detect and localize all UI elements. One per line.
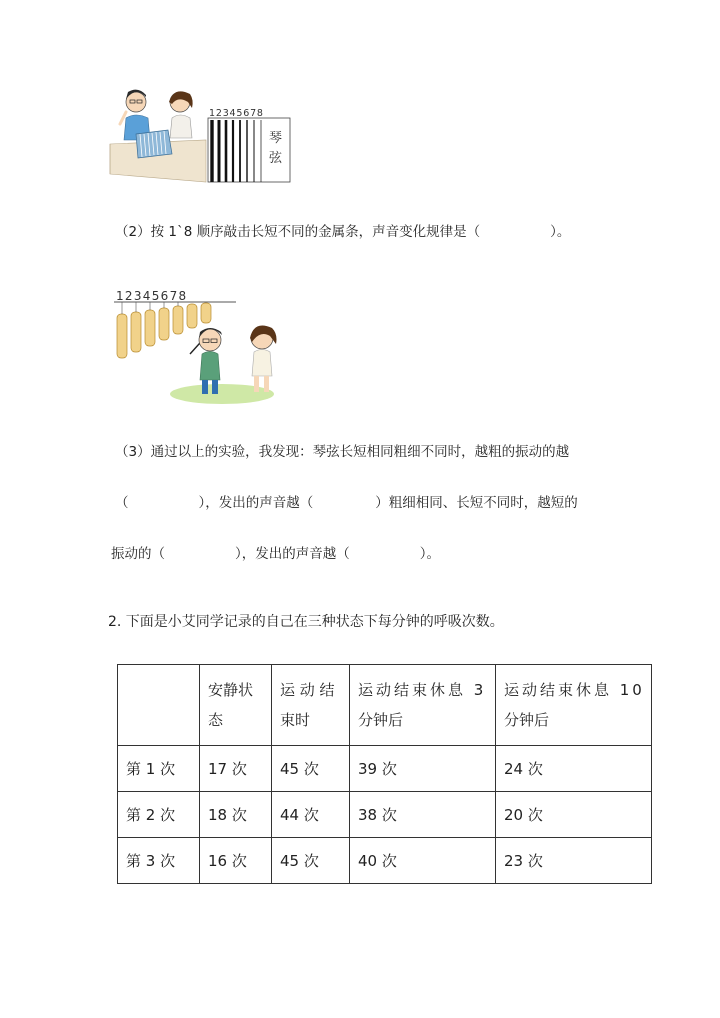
label-qin: 琴	[269, 131, 283, 146]
header-text: 束时	[280, 711, 311, 729]
table-cell: 38 次	[350, 792, 496, 838]
q3-l2-open: （	[115, 495, 129, 511]
table-row	[118, 838, 652, 884]
header-text: 运动结束休息 3	[358, 681, 487, 699]
q3-l3-end: ）。	[419, 546, 440, 562]
header-cell-after-exercise	[272, 665, 350, 746]
question-2-title: 2. 下面是小艾同学记录的自己在三种状态下每分钟的呼吸次数。	[108, 614, 504, 630]
table-header-row	[118, 665, 652, 746]
header-text: 安静状	[208, 681, 254, 699]
table-cell: 第 1 次	[118, 746, 200, 792]
string-numbers: 12345678	[209, 108, 264, 119]
table-cell: 40 次	[350, 838, 496, 884]
table-cell: 45 次	[272, 746, 350, 792]
q3-l3-start: 振动的（	[111, 546, 165, 562]
table-cell: 18 次	[200, 792, 272, 838]
illustration-metal-bars	[112, 288, 298, 406]
header-text: 运动结束休息 10	[504, 681, 645, 699]
q2-end: ）。	[550, 224, 571, 240]
header-text: 分钟后	[358, 711, 404, 729]
q3-l2-end: ）粗细相同、长短不同时，越短的	[375, 495, 578, 511]
question-2-part-2	[115, 223, 570, 241]
breathing-rate-table	[117, 664, 652, 884]
illustration-string-experiment	[108, 82, 292, 184]
table-cell: 第 3 次	[118, 838, 200, 884]
table-cell: 17 次	[200, 746, 272, 792]
table-cell: 39 次	[350, 746, 496, 792]
header-cell-quiet	[200, 665, 272, 746]
header-cell-rest-3min	[350, 665, 496, 746]
table-cell: 20 次	[496, 792, 652, 838]
header-cell-empty	[118, 665, 200, 746]
table-row	[118, 746, 652, 792]
table-cell: 16 次	[200, 838, 272, 884]
q3-l3-mid: ），发出的声音越（	[235, 546, 350, 562]
table-cell: 24 次	[496, 746, 652, 792]
table-row	[118, 792, 652, 838]
header-cell-rest-10min	[496, 665, 652, 746]
question-2-part-3-line-3	[111, 545, 440, 563]
table-cell: 23 次	[496, 838, 652, 884]
label-xian: 弦	[269, 151, 283, 166]
q3-l2-mid: ），发出的声音越（	[198, 495, 314, 511]
table-cell: 第 2 次	[118, 792, 200, 838]
header-text: 运 动 结	[280, 681, 335, 699]
question-2-part-3-line-1: （3）通过以上的实验，我发现：琴弦长短相同粗细不同时，越粗的振动的越	[115, 444, 570, 460]
bar-numbers: 12345678	[116, 289, 188, 303]
q2-text: （2）按 1`8 顺序敲击长短不同的金属条，声音变化规律是（	[115, 224, 481, 240]
header-text: 态	[208, 711, 224, 729]
header-text: 分钟后	[504, 711, 550, 729]
table-cell: 45 次	[272, 838, 350, 884]
question-2-part-3-line-2	[115, 494, 578, 512]
table-cell: 44 次	[272, 792, 350, 838]
